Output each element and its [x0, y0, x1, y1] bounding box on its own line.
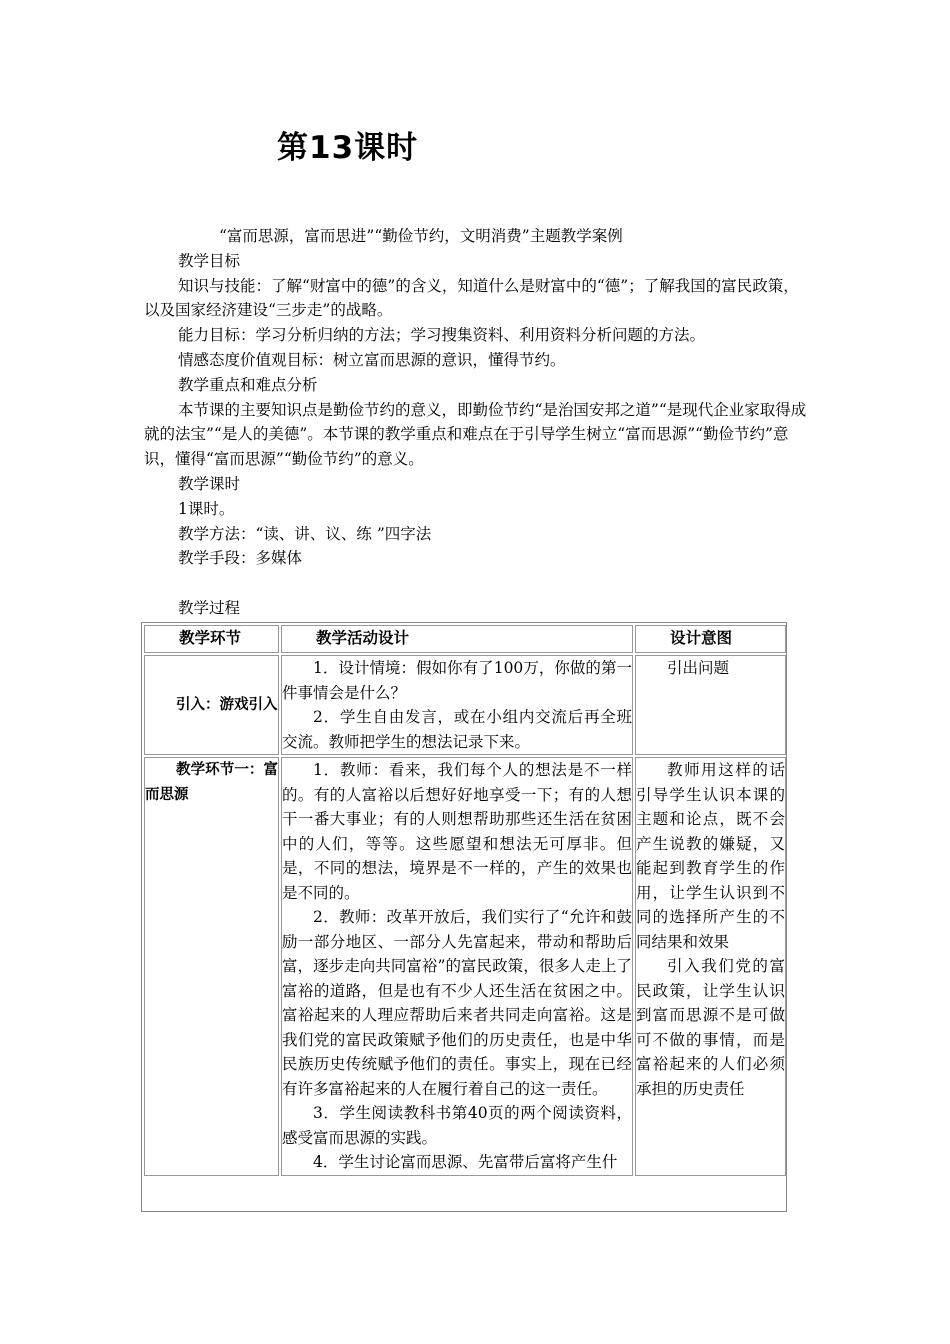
activity-cell: [281, 757, 633, 1176]
table-row: [144, 757, 786, 1176]
lesson-table-frame: [141, 622, 787, 1212]
intent-text: 引出问题: [667, 659, 730, 677]
intent-cell: [635, 655, 786, 755]
activity-step: 1．设计情境：假如你有了100万，你做的第一件事情会是什么？: [282, 659, 632, 702]
activity-step: 1．教师：看来，我们每个人的想法是不一样的。有的人富裕以后想好好地享受一下；有的人想干一番大事业；有的人则想帮助那些还生活在贫困中的人们，等等。这些愿望和想法无可厚非。但是，不同的想法，境界是不一样的，产生的效果也是不同的。: [282, 761, 632, 902]
paragraph: 知识与技能：了解“财富中的德”的含义，知道什么是财富中的“德”；了解我国的富民政策，以及国家经济建设“三步走”的战略。: [144, 276, 799, 320]
stage-cell: [144, 655, 279, 755]
activity-step: 2．教师：改革开放后，我们实行了“允许和鼓励一部分地区、一部分人先富起来，带动和帮助后富，逐步走向共同富裕”的富民政策，很多人走上了富裕的道路，但是也有不少人还生活在贫困之中。富裕起来的人理应帮助后来者共同走向富裕。这是我们党的富民政策赋予他们的历史责任，也是中华民族历史传统赋予他们的责任。事实上，现在已经有许多富裕起来的人在履行着自己的这一责任。: [282, 908, 632, 1098]
activity-step: 2．学生自由发言，或在小组内交流后再全班交流。教师把学生的想法记录下来。: [282, 708, 632, 751]
paragraph: 教学课时: [178, 474, 241, 493]
header-stage: 教学环节: [144, 625, 279, 653]
paragraph: 本节课的主要知识点是勤俭节约的意义，即勤俭节约“是治国安邦之道”“是现代企业家取得成就的法宝”“是人的美德”。本节课的教学重点和难点在于引导学生树立“富而思源”“勤俭节约”意识，懂得“富而思源”“勤俭节约”的意义。: [144, 400, 807, 469]
document-body: [144, 224, 808, 621]
paragraph: 教学手段：多媒体: [178, 549, 303, 568]
paragraph: 能力目标：学习分析归纳的方法；学习搜集资料、利用资料分析问题的方法。: [178, 326, 706, 345]
lesson-table: [142, 623, 787, 1178]
stage-cell: [144, 757, 279, 1176]
table-header-row: [144, 625, 786, 653]
paragraph: 教学方法：“读、讲、议、练 ”四字法: [178, 524, 432, 543]
paragraph: 情感态度价值观目标：树立富而思源的意识，懂得节约。: [178, 350, 566, 369]
intent-text: 教师用这样的话引导学生认识本课的主题和论点，既不会产生说教的嫌疑，又能起到教育学生的作用，让学生认识到不同的选择所产生的不同结果和效果: [636, 761, 785, 951]
header-activity: 教学活动设计: [281, 625, 633, 653]
intent-text: 引入我们党的富民政策，让学生认识到富而思源不是可做可不做的事情，而是富裕起来的人们必须承担的历史责任: [636, 957, 785, 1098]
page-title: 第13课时: [277, 130, 419, 166]
document-subtitle: “富而思源，富而思进”“勤俭节约，文明消费”主题教学案例: [219, 227, 623, 245]
stage-label: 教学环节一：富而思源: [145, 762, 278, 803]
blank-line: [144, 571, 808, 596]
paragraph: 教学目标: [178, 251, 241, 270]
activity-step: 3．学生阅读教科书第40页的两个阅读资料，感受富而思源的实践。: [282, 1104, 632, 1147]
table-row: [144, 655, 786, 755]
activity-step: 4．学生讨论富而思源、先富带后富将产生什: [313, 1153, 618, 1171]
process-label: 教学过程: [178, 598, 241, 617]
paragraph: 1课时。: [178, 499, 235, 518]
header-intent: 设计意图: [635, 625, 786, 653]
stage-label: 引入：游戏引入: [176, 696, 278, 713]
paragraph: 教学重点和难点分析: [178, 375, 318, 394]
activity-cell: [281, 655, 633, 755]
intent-cell: [635, 757, 786, 1176]
